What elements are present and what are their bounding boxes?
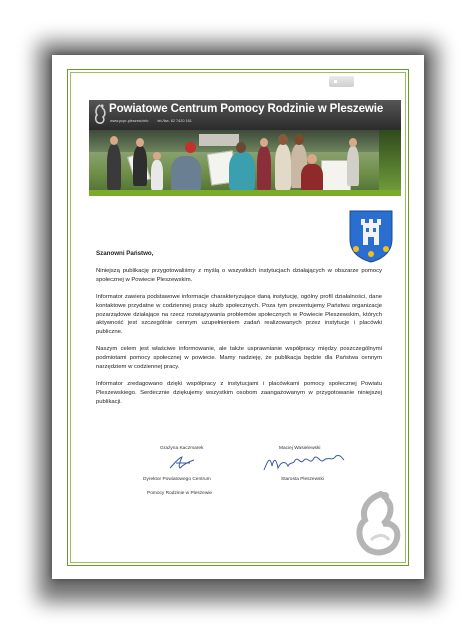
banner-title-bar [89,100,401,130]
signature-right-icon [262,450,346,474]
banner-phone: tel./fax. 62 7420 161 [157,119,192,123]
signature-left-icon [168,454,196,472]
banner-contact-line [110,119,192,123]
signatory-role-left-line1: Dyrektor Powiatowego Centrum [143,477,211,482]
letter-paragraph: Naszym celem jest właściwe informowanie, ale także usprawnianie współpracy między poszczególnymi podmiotami pomocy społecznej w powiecie. Mamy nadzieję, że publikacja będzie dla Państwa cennym narzędziem w codziennej pracy. [96,346,382,371]
letter-paragraph: Informator zredagowano dzięki współpracy z instytucjami i placówkami pomocy społecznej Powiatu Pleszewskiego. Serdecznie dziękujemy wszystkim osobom zaangażowanym w przygotowanie niniejszej publikacji. [96,380,382,405]
signatory-role-right: Starosta Pleszewski [281,477,324,482]
pcpr-logo-icon [93,103,107,125]
banner-website: www.pcpr-pleszew.info [110,119,149,123]
letter-greeting: Szanowni Państwo, [96,250,154,257]
letter-paragraph: Niniejszą publikację przygotowaliśmy z myślą o wszystkich instytucjach działających w obszarze pomocy społecznej w Powiecie Pleszewskim. [96,267,382,283]
banner-green-strip [89,190,401,196]
decorative-emblem-icon [351,490,403,558]
header-photo [89,130,401,196]
banner-title: Powiatowe Centrum Pomocy Rodzinie w Pleszewie [109,103,384,115]
signatory-role-left-line2: Pomocy Rodzinie w Pleszewie [147,491,213,496]
letter-paragraph: Informator zawiera podstawowe informacje charakteryzujące daną instytucję, ogólny profil działalności, dane kontaktowe przydatne w codziennej pracy służb społecznych. Poza tym prezentujemy Państwu organizacje pozarządowe działające na rzecz rozwiązywania problemów społecznych w Powiecie Pleszewskim, których aktywność jest szczególnie cennym uzupełnieniem zadań realizowanych przez instytucje i placówki publiczne. [96,293,382,336]
letter-body [96,250,382,415]
signatory-name-right: Maciej Wasielewski [279,446,321,451]
signatory-name-left: Grażyna Kaczmarek [160,446,204,451]
header-banner [89,100,401,196]
corner-tab [329,76,354,87]
